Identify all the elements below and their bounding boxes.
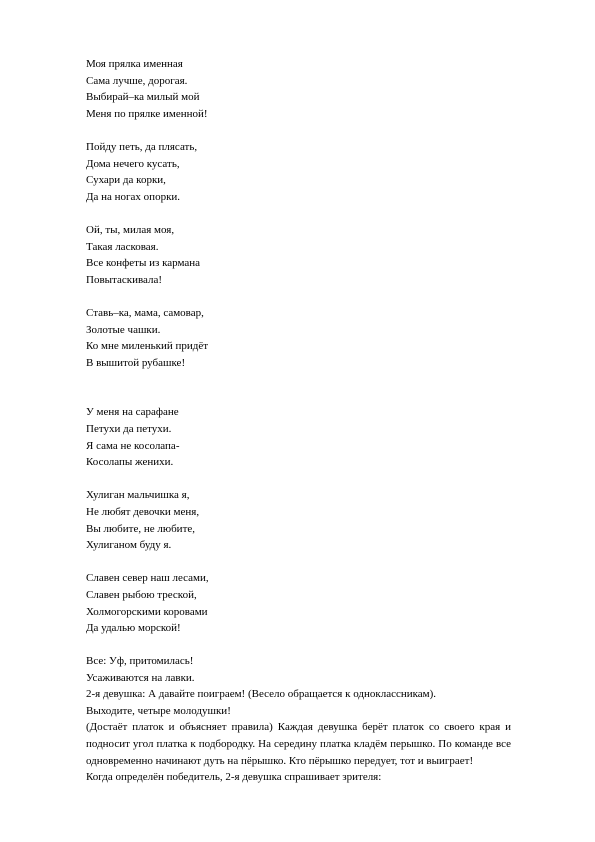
- poem-line: Выбирай–ка милый мой: [86, 91, 200, 104]
- stanza-5: [86, 404, 386, 470]
- poem-line: Да на ногах опорки.: [86, 190, 181, 203]
- stanza-6: [86, 487, 386, 553]
- poem-line: Дома нечего кусать,: [86, 157, 180, 170]
- stanza-1: [86, 56, 386, 122]
- poem-line: Ой, ты, милая моя,: [86, 223, 175, 236]
- stage-direction: Когда определён победитель, 2-я девушка спрашивает зрителя:: [86, 771, 382, 784]
- poem-line: Сама лучше, дорогая.: [86, 74, 188, 87]
- poem-line: Золотые чашки.: [86, 323, 161, 336]
- poem-line: Я сама не косолапа-: [86, 439, 180, 452]
- game-rules-paragraph: (Достаёт платок и объясняет правила) Каждая девушка берёт платок со своего края и подносит угол платка к подбородку. На середину платка кладём перышко. По команде все одновременно начинают дуть на пёрышко. Кто пёрышко передует, тот и выиграет!: [86, 721, 511, 767]
- poem-line: Сухари да корки,: [86, 174, 166, 187]
- poem-line: У меня на сарафане: [86, 406, 179, 419]
- poem-line: Славен рыбою треской,: [86, 589, 197, 601]
- stanza-3: [86, 222, 386, 288]
- poem-line: Холмогорскими коровами: [86, 605, 208, 618]
- stanza-7: [86, 570, 386, 636]
- poem-line: В вышитой рубашке!: [86, 356, 186, 369]
- poem-line: Моя прялка именная: [86, 58, 183, 70]
- poem-line: Хулиганом буду я.: [86, 539, 172, 552]
- poem-line: Косолапы женихи.: [86, 456, 174, 469]
- poem-line: Да удалью морской!: [86, 622, 181, 635]
- stage-directions: [86, 653, 511, 786]
- dialogue-line: Выходите, четыре молодушки!: [86, 704, 231, 717]
- dialogue-line: Все: Уф, притомилась!: [86, 655, 194, 667]
- poem-line: Такая ласковая.: [86, 240, 159, 253]
- poem-line: Ставь–ка, мама, самовар,: [86, 306, 204, 319]
- poem-line: Вы любите, не любите,: [86, 522, 196, 535]
- stanza-2: [86, 139, 386, 205]
- poem-line: Не любят девочки меня,: [86, 506, 200, 519]
- poem-line: Хулиган мальчишка я,: [86, 489, 190, 502]
- poem-line: Все конфеты из кармана: [86, 257, 201, 270]
- poem-line: Повытаскивала!: [86, 273, 163, 286]
- dialogue-line: 2-я девушка: А давайте поиграем! (Весело обращается к одноклассникам).: [86, 688, 437, 701]
- poem-line: Пойду петь, да плясать,: [86, 140, 198, 153]
- poem-line: Славен север наш лесами,: [86, 572, 209, 585]
- stage-direction: Усаживаются на лавки.: [86, 671, 195, 684]
- poem-line: Петухи да петухи.: [86, 423, 172, 436]
- poem-line: Ко мне миленький придёт: [86, 340, 209, 353]
- chastushki-poem: [86, 56, 386, 653]
- stanza-4: [86, 305, 386, 371]
- poem-line: Меня по прялке именной!: [86, 107, 208, 120]
